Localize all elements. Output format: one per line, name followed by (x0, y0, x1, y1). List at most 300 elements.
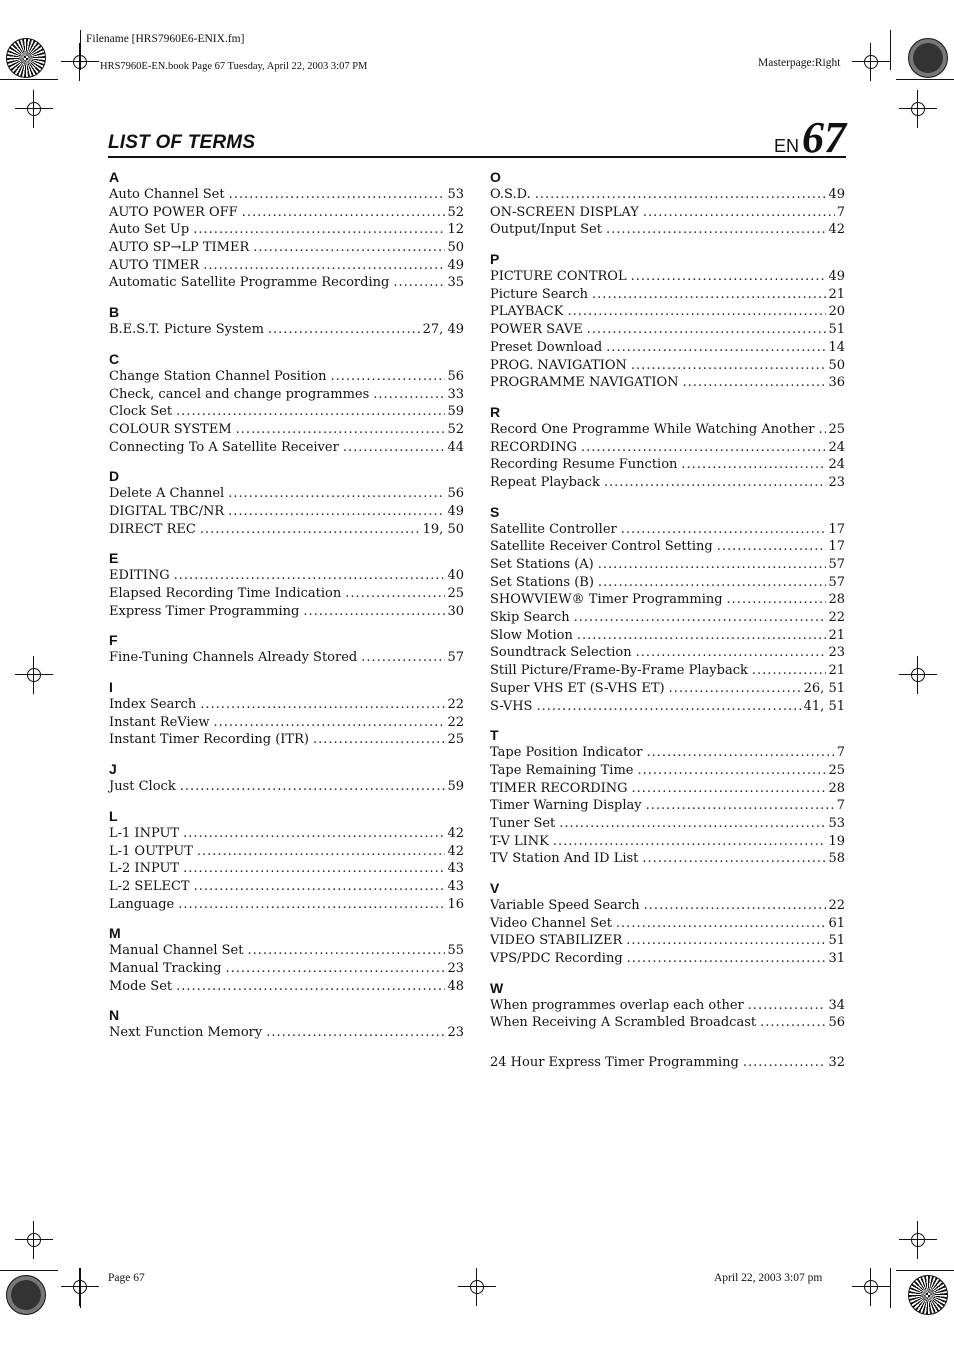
index-entry (490, 286, 845, 304)
index-entry (109, 960, 464, 978)
entry-term: Video Channel Set (490, 915, 612, 931)
index-entry (490, 797, 845, 815)
dot-leader (178, 896, 445, 914)
index-section (490, 726, 845, 868)
entry-page: 43 (447, 878, 464, 894)
index-section (109, 678, 464, 749)
dot-leader (681, 456, 826, 474)
entry-term: Index Search (109, 697, 197, 713)
entry-page: 42 (447, 825, 464, 841)
entry-page: 23 (828, 645, 845, 661)
entry-term: Set Stations (B) (490, 574, 594, 590)
entry-term: Super VHS ET (S-VHS ET) (490, 680, 665, 696)
dot-leader (636, 644, 827, 662)
index-entry (490, 815, 845, 833)
index-entry (109, 221, 464, 239)
index-entry (490, 574, 845, 592)
entry-term: Output/Input Set (490, 222, 602, 238)
entry-term: Instant Timer Recording (ITR) (109, 732, 309, 748)
entry-page: 49 (828, 187, 845, 202)
entry-term: PROG. NAVIGATION (490, 357, 627, 373)
dot-leader (176, 403, 445, 421)
dot-leader (727, 591, 827, 609)
entry-term: Express Timer Programming (109, 603, 300, 619)
dot-leader (626, 932, 826, 950)
registration-rosette-icon (908, 38, 948, 78)
dot-leader (683, 374, 827, 392)
entry-page: 7 (836, 798, 845, 814)
index-entry (490, 321, 845, 339)
index-entry (109, 1024, 464, 1042)
dot-leader (646, 744, 834, 762)
crosshair-mark-icon (23, 1229, 45, 1251)
entry-term: Set Stations (A) (490, 557, 594, 572)
index-entry (109, 368, 464, 386)
index-entry (109, 585, 464, 603)
section-letter: O (490, 169, 501, 185)
entry-term: Automatic Satellite Programme Recording (109, 275, 390, 291)
dot-leader (752, 662, 827, 680)
index-entry (490, 421, 845, 439)
index-entry (109, 485, 464, 503)
entry-page: 14 (828, 339, 845, 355)
entry-term: VPS/PDC Recording (490, 951, 623, 967)
index-column-right (490, 168, 845, 1083)
entry-page: 21 (828, 286, 845, 302)
entry-term: Tape Position Indicator (490, 745, 643, 761)
index-entry (109, 321, 464, 339)
crosshair-mark-icon (907, 664, 929, 686)
section-letter: J (109, 761, 117, 778)
entry-term: T-V LINK (490, 833, 549, 849)
entry-term: Recording Resume Function (490, 457, 678, 473)
dot-leader (197, 843, 446, 861)
index-entry (490, 627, 845, 645)
entry-term: Timer Warning Display (490, 798, 642, 814)
entry-term: Preset Download (490, 339, 603, 355)
index-entry (109, 978, 464, 996)
dot-leader (176, 978, 445, 996)
index-entry (109, 843, 464, 861)
entry-page: 31 (828, 951, 845, 967)
index-entry (109, 521, 464, 539)
entry-term: 24 Hour Express Timer Programming (490, 1055, 739, 1071)
index-entry (109, 942, 464, 960)
entry-page: 24 (828, 439, 845, 455)
crop-line (0, 1270, 58, 1271)
entry-page: 32 (828, 1055, 845, 1071)
index-entry (109, 439, 464, 457)
dot-leader (627, 950, 827, 968)
entry-page: 28 (828, 592, 845, 608)
dot-leader (242, 204, 446, 222)
entry-page: 25 (447, 732, 464, 748)
index-section (109, 1006, 464, 1042)
index-section (490, 403, 845, 492)
section-letter: I (109, 679, 113, 696)
index-entry (109, 731, 464, 749)
index-entry (109, 860, 464, 878)
entry-term: Language (109, 896, 175, 912)
entry-page: 7 (836, 204, 845, 220)
entry-page: 42 (828, 222, 845, 238)
index-entry (490, 538, 845, 556)
entry-term: SHOWVIEW® Timer Programming (490, 592, 723, 608)
dot-leader (266, 1024, 445, 1042)
index-column-left (109, 168, 464, 1053)
dot-leader (574, 609, 827, 627)
index-entry (490, 357, 845, 375)
index-entry (109, 603, 464, 621)
entry-term: Tape Remaining Time (490, 762, 634, 778)
index-section (490, 1054, 845, 1072)
entry-term: POWER SAVE (490, 322, 583, 338)
crosshair-mark-icon (907, 1229, 929, 1251)
dot-leader (606, 221, 827, 239)
dot-leader (631, 268, 827, 286)
dot-leader (343, 439, 446, 457)
crosshair-mark-icon (860, 51, 882, 73)
index-entry (490, 698, 845, 716)
entry-page: 21 (828, 663, 845, 679)
entry-term: B.E.S.T. Picture System (109, 322, 264, 338)
index-entry (490, 897, 845, 915)
index-entry (490, 374, 845, 392)
crosshair-mark-icon (860, 1276, 882, 1298)
entry-term: EDITING (109, 568, 170, 584)
entry-term: Just Clock (109, 779, 176, 795)
entry-page: 61 (828, 915, 845, 931)
entry-page: 28 (828, 780, 845, 796)
section-letter: M (109, 925, 121, 942)
index-entry (490, 833, 845, 851)
index-section (490, 250, 845, 392)
index-entry (490, 521, 845, 539)
index-section (109, 303, 464, 339)
dot-leader (592, 286, 826, 304)
entry-term: Change Station Channel Position (109, 368, 327, 384)
section-letter: R (490, 403, 501, 420)
entry-term: Auto Set Up (109, 222, 190, 238)
entry-page: 22 (447, 697, 464, 713)
entry-page: 21 (828, 627, 845, 643)
index-entry (109, 421, 464, 439)
index-entry (490, 303, 845, 321)
section-letter: P (490, 251, 500, 268)
entry-term: Still Picture/Frame-By-Frame Playback (490, 663, 748, 679)
entry-term: Tuner Set (490, 815, 556, 831)
entry-page: 49 (828, 269, 845, 285)
dot-leader (303, 603, 445, 621)
crosshair-mark-icon (907, 98, 929, 120)
entry-term: TIMER RECORDING (490, 780, 628, 796)
index-entry (490, 204, 845, 222)
index-entry (490, 609, 845, 627)
crop-line (0, 79, 58, 80)
index-entry (109, 403, 464, 421)
entry-page: 48 (447, 978, 464, 994)
dot-leader (193, 221, 445, 239)
entry-page: 25 (447, 586, 464, 601)
index-entry (490, 186, 845, 204)
dot-leader (194, 878, 446, 896)
dot-leader (637, 762, 826, 780)
entry-term: Next Function Memory (109, 1025, 263, 1041)
index-section (109, 350, 464, 456)
dot-leader (616, 915, 827, 933)
entry-page: 56 (447, 368, 464, 384)
dot-leader (180, 778, 446, 796)
index-entry (109, 714, 464, 732)
dot-leader (373, 386, 445, 404)
dot-leader (247, 942, 445, 960)
entry-page: 17 (828, 539, 845, 555)
entry-page: 53 (447, 187, 464, 202)
entry-page: 51 (828, 933, 845, 949)
page-number: 67 (802, 113, 846, 162)
section-letter: B (109, 304, 120, 321)
entry-page: 41, 51 (803, 698, 845, 714)
section-letter: N (109, 1007, 120, 1024)
entry-term: Satellite Controller (490, 521, 617, 537)
entry-page: 55 (447, 943, 464, 959)
entry-page: 26, 51 (803, 680, 845, 696)
entry-page: 49 (447, 503, 464, 519)
crop-line (896, 79, 954, 80)
crop-line (890, 30, 891, 70)
dot-leader (214, 714, 446, 732)
dot-leader (598, 556, 827, 574)
dot-leader (236, 421, 446, 439)
dot-leader (226, 960, 446, 978)
entry-page: 27, 49 (422, 322, 464, 338)
index-entry (109, 825, 464, 843)
dot-leader (535, 186, 827, 204)
entry-term: Slow Motion (490, 627, 573, 643)
filename-label: Filename [HRS7960E6-ENIX.fm] (86, 33, 245, 45)
dot-leader (567, 303, 826, 321)
index-entry (109, 186, 464, 204)
dot-leader (604, 474, 827, 492)
index-entry (490, 915, 845, 933)
crop-line (80, 30, 81, 70)
dot-leader (581, 439, 826, 457)
index-section (490, 979, 845, 1032)
crosshair-mark-icon (23, 664, 45, 686)
dot-leader (717, 538, 827, 556)
entry-page: 17 (828, 521, 845, 537)
section-letter: D (109, 468, 120, 485)
index-entry (490, 744, 845, 762)
dot-leader (183, 825, 445, 843)
entry-page: 59 (447, 779, 464, 795)
dot-leader (748, 997, 827, 1015)
entry-term: L-2 SELECT (109, 878, 190, 894)
index-section (490, 168, 845, 239)
index-section (109, 549, 464, 620)
dot-leader (577, 627, 827, 645)
dot-leader (200, 521, 421, 539)
dot-leader (559, 815, 826, 833)
section-letter: L (109, 807, 118, 824)
entry-term: DIGITAL TBC/NR (109, 503, 225, 519)
entry-page: 56 (828, 1015, 845, 1031)
dot-leader (631, 357, 827, 375)
entry-term: Fine-Tuning Channels Already Stored (109, 650, 358, 666)
entry-term: AUTO SP→LP TIMER (109, 240, 250, 256)
entry-term: AUTO POWER OFF (109, 204, 238, 220)
entry-term: L-1 OUTPUT (109, 843, 193, 859)
entry-page: 50 (447, 240, 464, 256)
entry-term: Record One Programme While Watching Another (490, 421, 815, 437)
entry-page: 25 (828, 421, 845, 437)
entry-page: 50 (828, 357, 845, 373)
entry-page: 36 (828, 375, 845, 391)
entry-page: 34 (828, 997, 845, 1013)
dot-leader (393, 274, 445, 292)
dot-leader (345, 585, 445, 603)
dot-leader (330, 368, 445, 386)
crosshair-mark-icon (23, 98, 45, 120)
dot-leader (621, 521, 827, 539)
index-entry (490, 780, 845, 798)
entry-page: 30 (447, 603, 464, 619)
entry-term: Manual Tracking (109, 960, 222, 976)
index-entry (109, 239, 464, 257)
entry-page: 42 (447, 843, 464, 859)
entry-page: 22 (828, 610, 845, 626)
registration-rosette-icon (908, 1275, 948, 1315)
entry-page: 19 (828, 833, 845, 849)
index-entry (490, 456, 845, 474)
index-entry (490, 1014, 845, 1032)
index-entry (109, 204, 464, 222)
entry-term: Repeat Playback (490, 474, 600, 490)
index-entry (490, 439, 845, 457)
entry-term: Elapsed Recording Time Indication (109, 586, 342, 601)
dot-leader (587, 321, 827, 339)
section-letter: T (490, 727, 499, 744)
entry-page: 19, 50 (422, 521, 464, 537)
index-entry (109, 778, 464, 796)
index-entry (490, 268, 845, 286)
entry-page: 58 (828, 851, 845, 867)
section-letter: A (109, 169, 120, 185)
entry-term: Instant ReView (109, 714, 210, 730)
footer-date-label: April 22, 2003 3:07 pm (714, 1272, 823, 1284)
dot-leader (743, 1054, 827, 1072)
entry-page: 59 (447, 404, 464, 420)
index-entry (490, 997, 845, 1015)
registration-rosette-icon (6, 38, 46, 78)
dot-leader (253, 239, 445, 257)
entry-page: 20 (828, 304, 845, 320)
crop-line (890, 1268, 891, 1308)
dot-leader (268, 321, 421, 339)
entry-term: COLOUR SYSTEM (109, 421, 232, 437)
index-entry (109, 696, 464, 714)
entry-page: 49 (447, 257, 464, 273)
dot-leader (313, 731, 446, 749)
entry-page: 23 (447, 1025, 464, 1041)
index-entry (490, 680, 845, 698)
entry-page: 24 (828, 457, 845, 473)
entry-page: 57 (828, 574, 845, 590)
index-entry (490, 339, 845, 357)
dot-leader (553, 833, 827, 851)
entry-term: TV Station And ID List (490, 851, 639, 867)
dot-leader (174, 567, 446, 585)
dot-leader (361, 649, 445, 667)
entry-term: When Receiving A Scrambled Broadcast (490, 1015, 757, 1031)
entry-term: PROGRAMME NAVIGATION (490, 375, 679, 391)
index-entry (490, 850, 845, 868)
index-section (490, 879, 845, 968)
entry-term: ON-SCREEN DISPLAY (490, 204, 639, 220)
dot-leader (644, 897, 827, 915)
entry-page: 56 (447, 486, 464, 502)
index-entry (490, 950, 845, 968)
index-entry (490, 221, 845, 239)
entry-page: 57 (828, 557, 845, 572)
entry-page: 40 (447, 568, 464, 584)
dot-leader (606, 339, 826, 357)
entry-term: L-1 INPUT (109, 825, 180, 841)
crop-line (896, 1270, 954, 1271)
index-entry (109, 567, 464, 585)
dot-leader (642, 850, 826, 868)
entry-term: Connecting To A Satellite Receiver (109, 439, 339, 455)
registration-rosette-icon (6, 1275, 46, 1315)
entry-term: RECORDING (490, 439, 577, 455)
index-section (109, 467, 464, 538)
dot-leader (228, 503, 445, 521)
entry-term: Manual Channel Set (109, 943, 244, 959)
section-letter: F (109, 632, 118, 649)
entry-term: Soundtrack Selection (490, 645, 632, 661)
dot-leader (818, 421, 826, 439)
index-entry (109, 503, 464, 521)
language-prefix: EN (773, 136, 799, 156)
masterpage-label: Masterpage:Right (758, 57, 841, 69)
entry-term: Clock Set (109, 404, 173, 420)
dot-leader (669, 680, 802, 698)
entry-term: Picture Search (490, 286, 589, 302)
index-entry (490, 762, 845, 780)
index-entry (490, 1054, 845, 1072)
entry-page: 22 (447, 714, 464, 730)
index-entry (109, 257, 464, 275)
entry-term: PLAYBACK (490, 304, 564, 320)
entry-page: 52 (447, 421, 464, 437)
section-letter: V (490, 880, 500, 896)
entry-page: 44 (447, 439, 464, 455)
entry-term: VIDEO STABILIZER (490, 933, 623, 949)
entry-page: 16 (447, 896, 464, 912)
entry-term: Variable Speed Search (490, 898, 640, 913)
index-entry (490, 591, 845, 609)
entry-page: 33 (447, 386, 464, 402)
index-entry (490, 474, 845, 492)
entry-term: When programmes overlap each other (490, 997, 744, 1013)
index-entry (109, 274, 464, 292)
entry-page: 25 (828, 762, 845, 778)
entry-term: Satellite Receiver Control Setting (490, 539, 713, 555)
dot-leader (632, 780, 827, 798)
entry-page: 23 (828, 474, 845, 490)
index-section (490, 503, 845, 716)
section-letter: S (490, 503, 500, 520)
